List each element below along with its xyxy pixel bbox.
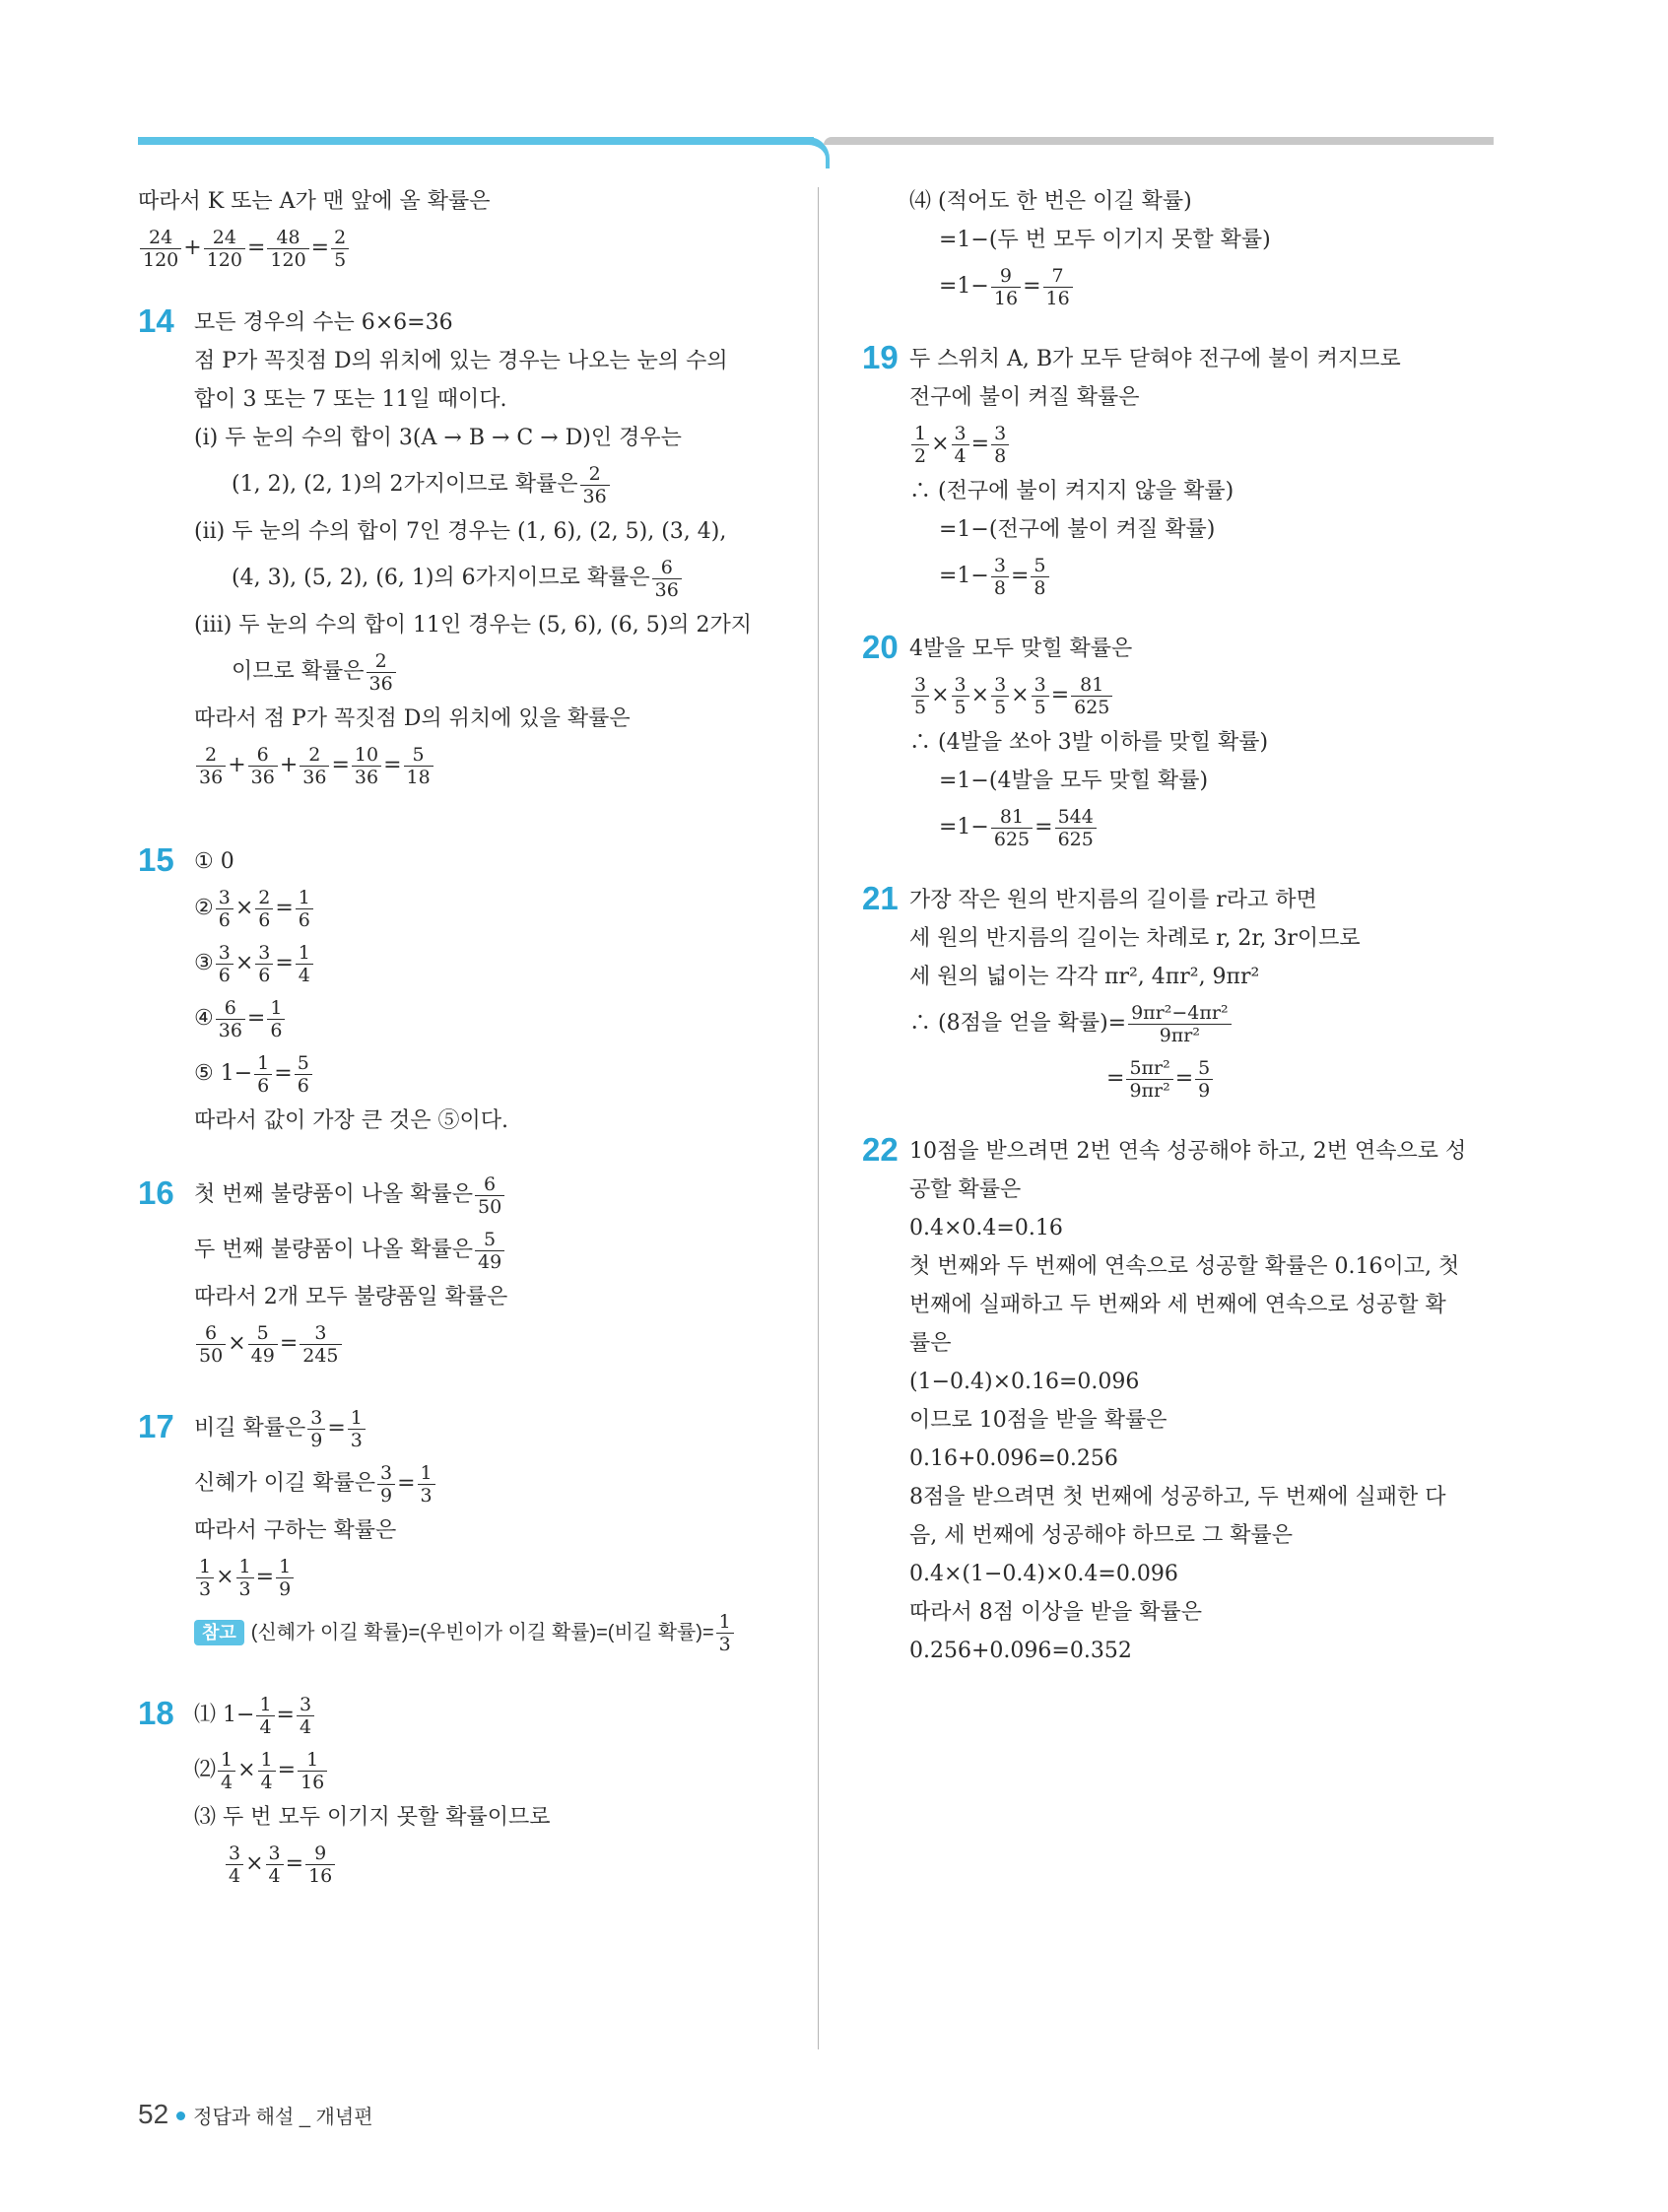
- q14-line: (ⅱ) 두 눈의 수의 합이 7인 경우는 (1, 6), (2, 5), (3, 4),: [194, 519, 727, 544]
- q22-line: 8점을 받으려면 첫 번째에 성공하고, 두 번째에 실패한 다: [909, 1485, 1446, 1509]
- q19-line: =1−(전구에 불이 켜질 확률): [939, 517, 1216, 542]
- q14-equation: $\frac{2}{36}$ + $\frac{6}{36}$ + $\frac{2}{36}$ = $\frac{10}{36}$ = $\frac{5}{18}$: [194, 738, 778, 793]
- q22-line: 0.4×0.4=0.16: [909, 1216, 1063, 1240]
- q18-part3: ⑶ 두 번 모두 이기지 못할 확률이므로: [194, 1805, 551, 1830]
- q14-case2: (4, 3), (5, 2), (6, 1)의 6가지이므로 확률은 $\frac{6}{36}$: [194, 551, 778, 606]
- q20-equation: $\frac{3}{5}$ × $\frac{3}{5}$ × $\frac{3}{5}$ × $\frac{3}{5}$ = $\frac{81}{625}$: [909, 668, 1502, 723]
- q16-block: [138, 1168, 778, 1372]
- q15-line: 따라서 값이 가장 큰 것은 ⑤이다.: [194, 1108, 508, 1133]
- page-number: 52: [138, 2099, 169, 2129]
- q16-equation: $\frac{6}{50}$ × $\frac{5}{49}$ = $\frac{3}{245}$: [194, 1316, 778, 1372]
- q15-option-3: ③ $\frac{3}{6}$ × $\frac{3}{6}$ = $\frac{1}{4}$: [194, 936, 778, 991]
- q21-line: 세 원의 반지름의 길이는 차례로 r, 2r, 3r이므로: [909, 926, 1361, 951]
- question-number: 14: [138, 302, 174, 339]
- header-bar-left: [138, 137, 814, 145]
- q21-result: = $\frac{\text{5πr²}}{\text{9πr²}}$ = $\frac{5}{9}$: [909, 1051, 1502, 1106]
- q22-line: 음, 세 번째에 성공해야 하므로 그 확률은: [909, 1523, 1293, 1548]
- q19-block: [862, 340, 1502, 604]
- q17-note: 참고 (신혜가 이길 확률)=(우빈이가 이길 확률)=(비길 확률)= $\frac{1}{3}$: [194, 1605, 778, 1660]
- q18-part1: ⑴ 1− $\frac{1}{4}$ = $\frac{3}{4}$: [194, 1688, 778, 1743]
- q20-line: ∴ (4발을 쏘아 3발 이하를 맞힐 확률): [909, 730, 1269, 755]
- question-number: 18: [138, 1695, 174, 1731]
- q18-part3-equation: $\frac{3}{4}$ × $\frac{3}{4}$ = $\frac{9}{16}$: [194, 1837, 778, 1892]
- q20-line: =1−(4발을 모두 맞힐 확률): [939, 769, 1209, 793]
- q21-line: 세 원의 넓이는 각각 πr², 4πr², 9πr²: [909, 965, 1260, 989]
- q22-line: 0.16+0.096=0.256: [909, 1446, 1118, 1471]
- bullet-icon: [176, 2111, 185, 2120]
- question-number: 20: [862, 629, 899, 665]
- q17-block: [138, 1401, 778, 1660]
- question-number: 15: [138, 841, 174, 878]
- q18-part4-line: =1−(두 번 모두 이기지 못할 확률): [939, 228, 1271, 252]
- q15-line: ① 0: [194, 849, 234, 874]
- q19-line: ∴ (전구에 불이 켜지지 않을 확률): [909, 479, 1234, 503]
- q20-result: =1− $\frac{81}{625}$ = $\frac{544}{625}$: [909, 800, 1502, 855]
- q19-equation: $\frac{1}{2}$ × $\frac{3}{4}$ = $\frac{3}{8}$: [909, 417, 1502, 472]
- q13-conclusion: 따라서 K 또는 A가 맨 앞에 올 확률은: [138, 189, 491, 214]
- right-column: [862, 182, 1502, 1670]
- q21-block: [862, 881, 1502, 1106]
- q20-line: 4발을 모두 맞힐 확률은: [909, 637, 1133, 661]
- q14-line: 합이 3 또는 7 또는 11일 때이다.: [194, 387, 507, 412]
- q14-line: 따라서 점 P가 꼭짓점 D의 위치에 있을 확률은: [194, 706, 631, 731]
- page-footer: [138, 2099, 373, 2130]
- q15-option-5: ⑤ 1− $\frac{1}{6}$ = $\frac{5}{6}$: [194, 1046, 778, 1102]
- question-number: 22: [862, 1131, 899, 1168]
- q22-line: 따라서 8점 이상을 받을 확률은: [909, 1600, 1202, 1625]
- q14-case1: (1, 2), (2, 1)의 2가지이므로 확률은 $\frac{2}{36}$: [194, 457, 778, 512]
- q14-line: 모든 경우의 수는 6×6=36: [194, 310, 453, 335]
- q22-line: 첫 번째와 두 번째에 연속으로 성공할 확률은 0.16이고, 첫: [909, 1254, 1460, 1279]
- q21-equation: ∴ (8점을 얻을 확률)= $\frac{\text{9πr²−4πr²}}{\text{9πr²}}$: [909, 996, 1502, 1051]
- q17-line: 비길 확률은 $\frac{3}{9}$ = $\frac{1}{3}$: [194, 1401, 778, 1456]
- q14-line: (ⅲ) 두 눈의 수의 합이 11인 경우는 (5, 6), (6, 5)의 2가지: [194, 613, 753, 637]
- q16-line: 첫 번째 불량품이 나올 확률은 $\frac{6}{50}$: [194, 1168, 778, 1223]
- q14-line: 점 P가 꼭짓점 D의 위치에 있는 경우는 나오는 눈의 수의: [194, 349, 728, 373]
- q22-line: 0.4×(1−0.4)×0.4=0.096: [909, 1562, 1178, 1586]
- left-column: [138, 182, 778, 1892]
- q22-line: 번째에 실패하고 두 번째와 세 번째에 연속으로 성공할 확: [909, 1293, 1446, 1317]
- q17-line: 따라서 구하는 확률은: [194, 1518, 397, 1543]
- q18-part4: ⑷ (적어도 한 번은 이길 확률): [909, 189, 1192, 214]
- question-number: 16: [138, 1174, 174, 1211]
- q18-part4-equation: =1− $\frac{9}{16}$ = $\frac{7}{16}$: [909, 259, 1502, 314]
- note-tag: 참고: [194, 1620, 244, 1645]
- q14-line: (ⅰ) 두 눈의 수의 합이 3(A → B → C → D)인 경우는: [194, 426, 682, 450]
- q15-option-4: ④ $\frac{6}{36}$ = $\frac{1}{6}$: [194, 991, 778, 1046]
- q16-line: 두 번째 불량품이 나올 확률은 $\frac{5}{49}$: [194, 1223, 778, 1278]
- q19-result: =1− $\frac{3}{8}$ = $\frac{5}{8}$: [909, 549, 1502, 604]
- q22-line: 공할 확률은: [909, 1177, 1022, 1202]
- q16-line: 따라서 2개 모두 불량품일 확률은: [194, 1285, 508, 1309]
- q14-block: [138, 303, 778, 793]
- q22-line: 0.256+0.096=0.352: [909, 1639, 1132, 1663]
- q14-case3: 이므로 확률은 $\frac{2}{36}$: [194, 644, 778, 700]
- question-number: 17: [138, 1408, 174, 1444]
- q17-line: 신혜가 이길 확률은 $\frac{3}{9}$ = $\frac{1}{3}$: [194, 1456, 778, 1511]
- q13-equation: $\frac{24}{120}$ + $\frac{24}{120}$ = $\frac{48}{120}$ = $\frac{2}{5}$: [138, 221, 778, 276]
- q22-line: 이므로 10점을 받을 확률은: [909, 1408, 1168, 1433]
- question-number: 19: [862, 339, 899, 375]
- q22-line: 률은: [909, 1331, 952, 1356]
- q19-line: 두 스위치 A, B가 모두 닫혀야 전구에 불이 켜지므로: [909, 347, 1401, 371]
- question-number: 21: [862, 880, 899, 916]
- q19-line: 전구에 불이 켜질 확률은: [909, 385, 1140, 410]
- q22-line: 10점을 받으려면 2번 연속 성공해야 하고, 2번 연속으로 성: [909, 1139, 1467, 1164]
- header-bar-right: [824, 137, 1494, 145]
- column-divider: [818, 187, 819, 2049]
- q15-option-2: ② $\frac{3}{6}$ × $\frac{2}{6}$ = $\frac{1}{6}$: [194, 881, 778, 936]
- q15-block: [138, 842, 778, 1140]
- q22-block: [862, 1132, 1502, 1670]
- footer-label: 정답과 해설 _ 개념편: [193, 2107, 373, 2128]
- q22-line: (1−0.4)×0.16=0.096: [909, 1370, 1140, 1394]
- q21-line: 가장 작은 원의 반지름의 길이를 r라고 하면: [909, 888, 1317, 912]
- q20-block: [862, 630, 1502, 855]
- q18-block: [138, 1688, 778, 1892]
- q17-equation: $\frac{1}{3}$ × $\frac{1}{3}$ = $\frac{1}{9}$: [194, 1550, 778, 1605]
- q18-part2: ⑵ $\frac{1}{4}$ × $\frac{1}{4}$ = $\frac{1}{16}$: [194, 1743, 778, 1798]
